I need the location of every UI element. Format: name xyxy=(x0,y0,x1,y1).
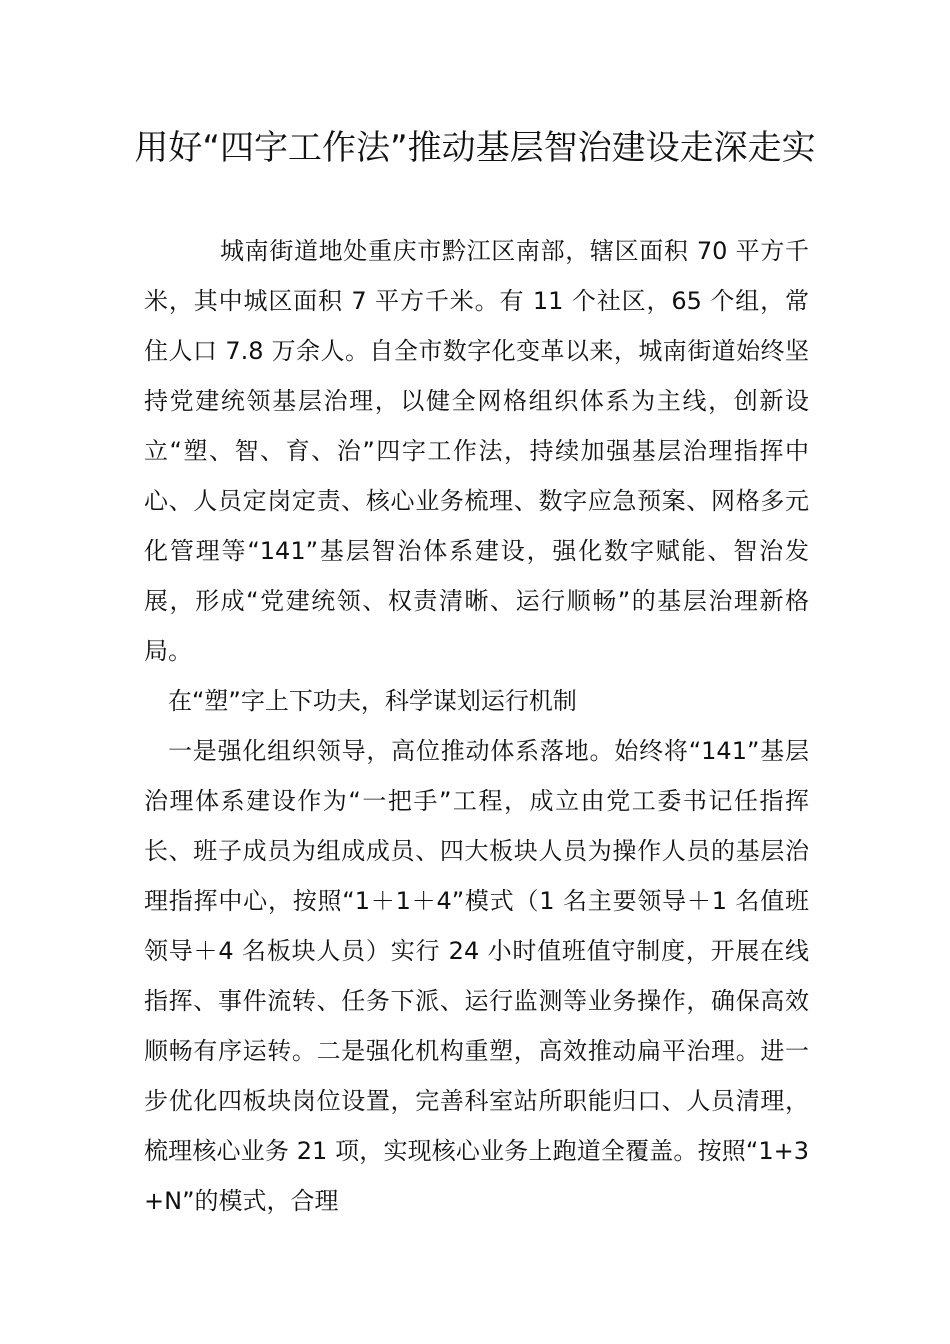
section-heading: 在“塑”字上下功夫，科学谋划运行机制 xyxy=(168,687,577,715)
section-paragraph: 一是强化组织领导，高位推动体系落地。始终将“141”基层治理体系建设作为“一把手”工程，成立由党工委书记任指挥长、班子成员为组成成员、四大板块人员为操作人员的基层治理指挥中心，按照“1＋1＋4”模式（1 名主要领导＋1 名值班领导＋4 名板块人员）实行 24 小时值班值守制度，开展在线指挥、事件流转、任务下派、运行监测等业务操作，确保高效顺畅有序运转。二是强化机构重塑，高效推动扁平治理。进一步优化四板块岗位设置，完善科室站所职能归口、人员清理，梳理核心业务 21 项，实现核心业务上跑道全覆盖。按照“1+3+N”的模式，合理 xyxy=(144,737,809,1215)
intro-paragraph: 城南街道地处重庆市黔江区南部，辖区面积 70 平方千米，其中城区面积 7 平方千米。有 11 个社区，65 个组，常住人口 7.8 万余人。自全市数字化变革以来，城南街道始终坚持党建统领基层治理，以健全网格组织体系为主线，创新设立“塑、智、育、治”四字工作法，持续加强基层治理指挥中心、人员定岗定责、核心业务梳理、数字应急预案、网格多元化管理等“141”基层智治体系建设，强化数字赋能、智治发展，形成“党建统领、权责清晰、运行顺畅”的基层治理新格局。 xyxy=(144,237,809,665)
document-body xyxy=(144,226,809,1226)
document-title: 用好“四字工作法”推动基层智治建设走深走实 xyxy=(134,128,816,168)
